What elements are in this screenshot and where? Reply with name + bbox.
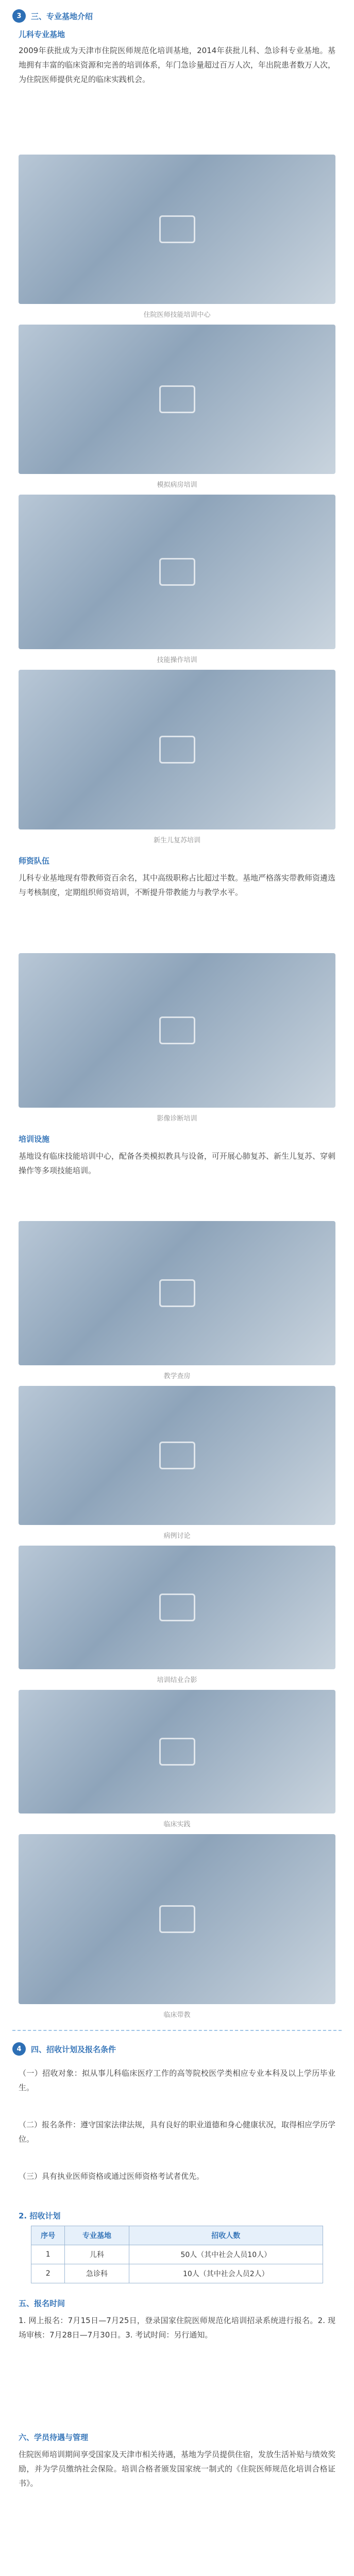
image-placeholder-icon (159, 558, 195, 586)
photo-teaching-rounds (19, 1221, 335, 1365)
image-placeholder-icon (159, 1016, 195, 1044)
image-placeholder-icon (159, 215, 195, 243)
photo-training-center (19, 155, 335, 304)
image-placeholder-icon (159, 1279, 195, 1307)
photo-caption: 培训结业合影 (157, 1676, 197, 1684)
facility-subtitle: 培训设施 (19, 1134, 50, 1144)
table-header-cell: 序号 (31, 2226, 65, 2245)
base-subtitle: 儿科专业基地 (19, 30, 65, 39)
photo-caption: 技能操作培训 (157, 656, 197, 664)
facility-paragraph: 基地设有临床技能培训中心，配备各类模拟教具与设备，可开展心肺复苏、新生儿复苏、穿刺操作等多项技能培训。 (19, 1151, 336, 1175)
table-cell: 10人（其中社会人员2人） (129, 2264, 323, 2283)
photo-group (19, 1546, 335, 1669)
photo-neonatal-resuscitation (19, 670, 335, 829)
table-header-row (31, 2226, 323, 2245)
photo-caption: 影像诊断培训 (157, 1115, 197, 1123)
photo-caption: 临床实践 (163, 1821, 191, 1828)
image-placeholder-icon (159, 736, 195, 764)
table-cell: 急诊科 (65, 2264, 129, 2283)
section-4-item: （二）报名条件：遵守国家法律法规，具有良好的职业道德和身心健康状况，取得相应学历学位。 (19, 2120, 336, 2144)
image-placeholder-icon (159, 1594, 195, 1621)
section-number-badge: 4 (12, 2042, 26, 2056)
photo-skills-training (19, 495, 335, 649)
photo-caption: 新生儿复苏培训 (153, 837, 200, 844)
table-row (31, 2245, 323, 2264)
table-cell: 1 (31, 2245, 65, 2264)
section-3-heading (12, 7, 93, 25)
photo-clinical-practice (19, 1690, 335, 1814)
image-placeholder-icon (159, 1738, 195, 1766)
section-4-item: （三）具有执业医师资格或通过医师资格考试者优先。 (19, 2172, 205, 2181)
photo-simulation-ward (19, 325, 335, 474)
base-intro-paragraph: 2009年获批成为天津市住院医师规范化培训基地，2014年获批儿科、急诊科专业基地。基地拥有丰富的临床资源和完善的培训体系，年门急诊量超过百万人次，年出院患者数万人次，为住院医师提供充足的临床实践机会。 (19, 46, 336, 84)
photo-caption: 教学查房 (163, 1372, 191, 1380)
section-4-heading (12, 2040, 116, 2058)
photo-caption: 模拟病房培训 (157, 481, 197, 489)
photo-caption: 住院医师技能培训中心 (143, 311, 211, 319)
section-4-item: （一）招收对象：拟从事儿科临床医疗工作的高等院校医学类相应专业本科及以上学历毕业生。 (19, 2069, 335, 2092)
table-cell: 50人（其中社会人员10人） (129, 2245, 323, 2264)
section-6-title: 六、学员待遇与管理 (19, 2433, 89, 2442)
faculty-paragraph: 儿科专业基地现有带教师资百余名，其中高级职称占比超过半数。基地严格落实带教师资遴选与考核制度，定期组织师资培训，不断提升带教能力与教学水平。 (19, 873, 336, 897)
table-cell: 儿科 (65, 2245, 129, 2264)
table-cell: 2 (31, 2264, 65, 2283)
image-placeholder-icon (159, 1905, 195, 1933)
enrollment-table (31, 2226, 323, 2283)
photo-clinical-teaching (19, 1834, 335, 2004)
section-title: 四、招收计划及报名条件 (31, 2044, 116, 2054)
faculty-subtitle: 师资队伍 (19, 856, 50, 866)
section-divider (12, 2030, 342, 2031)
photo-case-discussion (19, 1386, 335, 1525)
image-placeholder-icon (159, 1442, 195, 1469)
photo-caption: 病例讨论 (163, 1532, 191, 1540)
table-title: 2. 招收计划 (19, 2211, 61, 2221)
section-number-badge: 3 (12, 9, 26, 23)
section-5-paragraph: 1. 网上报名：7月15日—7月25日，登录国家住院医师规范化培训招录系统进行报名。2. 现场审核：7月28日—7月30日。3. 考试时间：另行通知。 (19, 2316, 335, 2340)
section-5-title: 五、报名时间 (19, 2299, 65, 2308)
image-placeholder-icon (159, 385, 195, 413)
photo-caption: 临床带教 (163, 2011, 191, 2019)
section-6-paragraph: 住院医师培训期间享受国家及天津市相关待遇，基地为学员提供住宿，发放生活补贴与绩效奖励，并为学员缴纳社会保险。培训合格者颁发国家统一制式的《住院医师规范化培训合格证书》。 (19, 2450, 336, 2488)
table-header-cell: 招收人数 (129, 2226, 323, 2245)
table-row (31, 2264, 323, 2283)
table-header-cell: 专业基地 (65, 2226, 129, 2245)
section-title: 三、专业基地介绍 (31, 11, 93, 21)
photo-imaging-training (19, 953, 335, 1108)
